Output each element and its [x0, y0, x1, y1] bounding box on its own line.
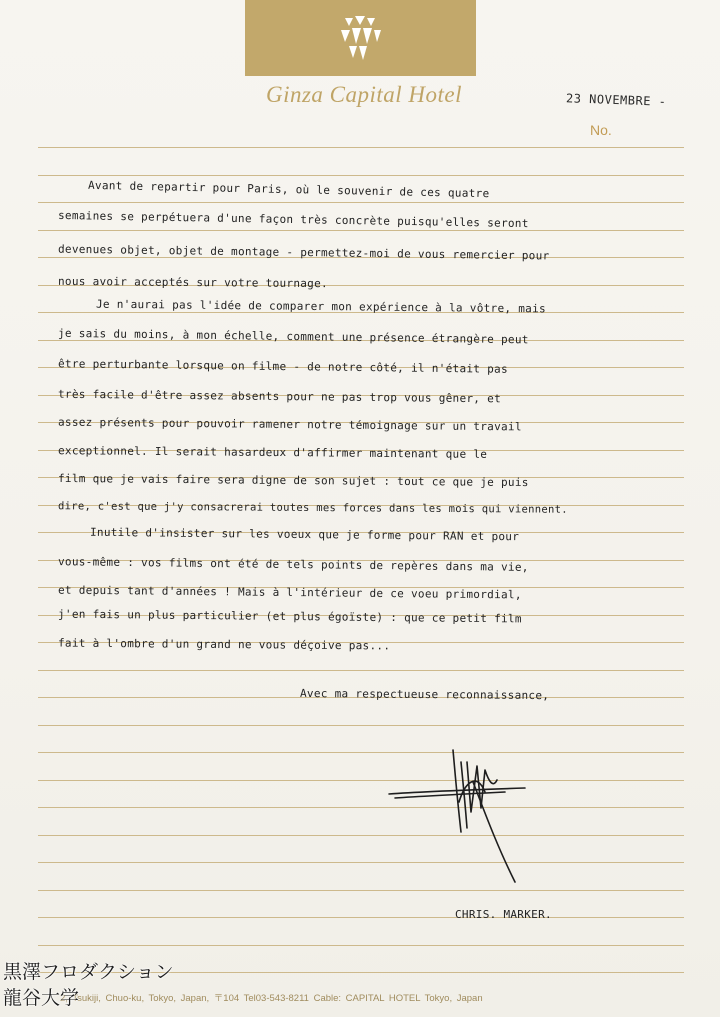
ruled-line — [38, 780, 684, 781]
ruled-line — [38, 202, 684, 203]
handwritten-signature-icon — [385, 742, 535, 892]
signer-name: CHRIS. MARKER. — [455, 908, 552, 921]
ruled-line — [38, 835, 684, 836]
ruled-line — [38, 945, 684, 946]
ruled-line — [38, 807, 684, 808]
ruled-line — [38, 890, 684, 891]
ruled-line — [38, 230, 684, 231]
letter-line: Je n'aurai pas l'idée de comparer mon expérience à la vôtre, mais — [95, 297, 547, 316]
ruled-line — [38, 862, 684, 863]
hotel-address-footer: 2, Tsukiji, Chuo-ku, Tokyo, Japan, 〒104 Tel03-543-8211 Cable: CAPITAL HOTEL Tokyo, Japan — [60, 993, 483, 1004]
letter-line: vous-même : vos films ont été de tels points de repères dans ma vie, — [57, 555, 529, 574]
ruled-line — [38, 670, 684, 671]
letter-line: film que je vais faire sera digne de son sujet : tout ce que je puis — [57, 471, 529, 490]
letter-line: j'en fais un plus particulier (et plus égoïste) : que ce petit film — [57, 607, 522, 626]
letter-line: Avant de repartir pour Paris, où le souvenir de ces quatre — [87, 178, 490, 201]
letter-closing: Avec ma respectueuse reconnaissance, — [299, 686, 550, 703]
letter-line: et depuis tant d'années ! Mais à l'intérieur de ce voeu primordial, — [57, 583, 522, 602]
letter-line: exceptionnel. Il serait hasardeux d'affirmer maintenant que le — [57, 444, 488, 461]
stamp-line-production: 黒澤フロダクション — [3, 961, 174, 983]
stamp-line-university: 龍谷大学 — [3, 987, 80, 1009]
number-label: No. — [590, 122, 612, 138]
ruled-line — [38, 725, 684, 726]
letter-line: Inutile d'insister sur les voeux que je forme pour RAN et pour — [89, 525, 520, 544]
hotel-name: Ginza Capital Hotel — [265, 82, 463, 107]
ruled-line — [38, 752, 684, 753]
letter-line: devenues objet, objet de montage - permettez-moi de vous remercier pour — [57, 242, 550, 263]
letter-line: très facile d'être assez absents pour ne pas trop vous gêner, et — [57, 387, 502, 406]
letter-line: nous avoir acceptés sur votre tournage. — [57, 274, 329, 291]
archive-stamp — [3, 959, 233, 1011]
letter-line: semaines se perpétuera d'une façon très concrète puisqu'elles seront — [57, 208, 529, 231]
letter-line: être perturbante lorsque on filme - de notre côté, il n'était pas — [57, 357, 509, 376]
letter-line: assez présents pour pouvoir ramener notre témoignage sur un travail — [57, 415, 522, 434]
ruled-line — [38, 147, 684, 148]
letter-line: fait à l'ombre d'un grand ne vous déçoive pas... — [57, 636, 391, 653]
letter-line: je sais du moins, à mon échelle, comment une présence étrangère peut — [57, 326, 529, 347]
ruled-line — [38, 175, 684, 176]
ruled-line — [38, 917, 684, 918]
letter-date: 23 NOVEMBRE - — [565, 91, 667, 109]
letter-line: dire, c'est que j'y consacrerai toutes mes forces dans les mois qui viennent. — [57, 500, 568, 516]
